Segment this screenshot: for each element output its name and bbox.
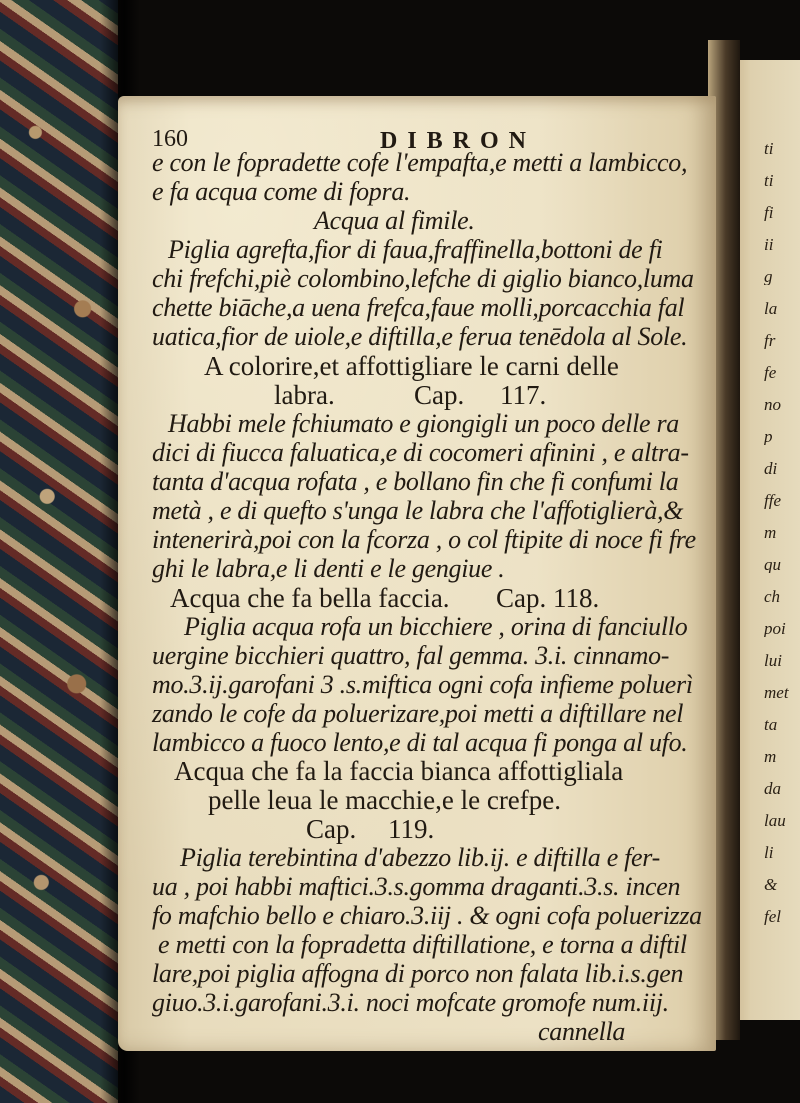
text-line: chi frefchi,piè colombino,lefche di giglio bianco,luma [152, 264, 694, 294]
chapter-label: Cap. [414, 379, 465, 410]
text-line: uatica,fior de uiole,e diftilla,e ferua tenēdola al Sole. [152, 322, 688, 352]
adjacent-page-fragment: ffe [764, 492, 781, 509]
text-line: ua , poi habbi maftici.3.s.gomma draganti.3.s. incen [152, 872, 681, 902]
text-line: cannella [538, 1017, 626, 1047]
adjacent-page-fragment: ti [764, 172, 774, 189]
text-line: Piglia acqua rofa un bicchiere , orina di fanciullo [184, 611, 688, 641]
adjacent-page-fragment: ch [764, 588, 781, 605]
text-line: dici di fiucca faluatica,e di cocomeri afinini , e altra- [152, 437, 689, 467]
text-line: fo mafchio bello e chiaro.3.iij . & ogni cofa poluerizza [152, 901, 702, 931]
section-heading: labra. [274, 379, 335, 410]
running-head: D I B R O N [380, 127, 529, 154]
text-line: tanta d'acqua rofata , e bollano fin che fi confumi la [152, 466, 679, 496]
page-number: 160 [152, 125, 188, 152]
chapter-number: 117. [500, 379, 547, 410]
chapter-label: Cap. 118. [496, 582, 600, 613]
section-heading: pelle leua le macchie,e le crefpe. [208, 785, 562, 816]
text-line: e fa acqua come di fopra. [152, 177, 411, 207]
adjacent-page [730, 60, 800, 1020]
adjacent-page-fragment: & [764, 876, 778, 893]
adjacent-page-fragment: fr [764, 332, 776, 349]
text-line: giuo.3.i.garofani.3.i. noci mofcate gromofe num.iij. [152, 988, 669, 1018]
adjacent-page-fragment: di [764, 460, 778, 477]
adjacent-page-fragment: g [764, 268, 773, 285]
text-line: Piglia terebintina d'abezzo lib.ij. e diftilla e fer- [180, 843, 660, 873]
page-lower-text [118, 96, 716, 1051]
text-line: mo.3.ij.garofani 3 .s.miftica ogni cofa infieme poluerì [152, 669, 693, 699]
adjacent-page-fragment: met [764, 684, 789, 701]
section-heading: A colorire,et affottigliare le carni delle [204, 351, 619, 382]
section-heading: Acqua al fimile. [314, 206, 475, 236]
adjacent-page-fragment: poi [764, 620, 786, 637]
adjacent-page-fragment: ta [764, 716, 778, 733]
text-line: intenerirà,poi con la fcorza , o col ftipite di noce fi fre [152, 524, 696, 554]
chapter-label: Cap. [306, 814, 357, 845]
text-line: chette biāche,a uena frefca,faue molli,porcacchia fal [152, 293, 685, 323]
text-line: ghi le labra,e li denti e le gengiue . [152, 553, 505, 583]
adjacent-page-fragment: no [764, 396, 781, 413]
adjacent-page-fragment: ii [764, 236, 774, 253]
chapter-number: 119. [388, 814, 435, 845]
adjacent-page-fragment: fe [764, 364, 777, 381]
text-line: metà , e di quefto s'unga le labra che l'affotiglierà,& [152, 495, 684, 525]
adjacent-page-fragment: la [764, 300, 778, 317]
text-line: uergine bicchieri quattro, fal gemma. 3.i. cinnamo- [152, 640, 670, 670]
adjacent-page-fragment: fi [764, 204, 774, 221]
text-line: zando le cofe da poluerizare,poi metti a diftillare nel [152, 698, 684, 728]
adjacent-page-fragment: ti [764, 140, 774, 157]
section-heading: Acqua che fa bella faccia. [170, 582, 450, 613]
adjacent-page-fragment: qu [764, 556, 781, 573]
text-line: lambicco a fuoco lento,e di tal acqua fi ponga al ufo. [152, 727, 688, 757]
adjacent-page-fragment: da [764, 780, 781, 797]
text-line: e metti con la fopradetta diftillatione, e torna a diftil [158, 930, 687, 960]
adjacent-page-fragment: lui [764, 652, 782, 669]
text-line: e con le fopradette cofe l'empafta,e metti a lambicco, [152, 148, 688, 178]
text-line: Piglia agrefta,fior di faua,fraffinella,bottoni de fi [168, 235, 663, 265]
text-line: Habbi mele fchiumato e giongigli un poco delle ra [168, 408, 679, 438]
adjacent-page-fragment: m [764, 524, 777, 541]
adjacent-page-fragment: p [764, 428, 773, 445]
adjacent-page-fragment: fel [764, 908, 781, 925]
section-heading: Acqua che fa la faccia bianca affottigliala [174, 756, 624, 787]
adjacent-page-fragment: lau [764, 812, 786, 829]
text-line: lare,poi piglia affogna di porco non falata lib.i.s.gen [152, 959, 684, 989]
adjacent-page-fragment: li [764, 844, 774, 861]
adjacent-page-fragment: m [764, 748, 777, 765]
